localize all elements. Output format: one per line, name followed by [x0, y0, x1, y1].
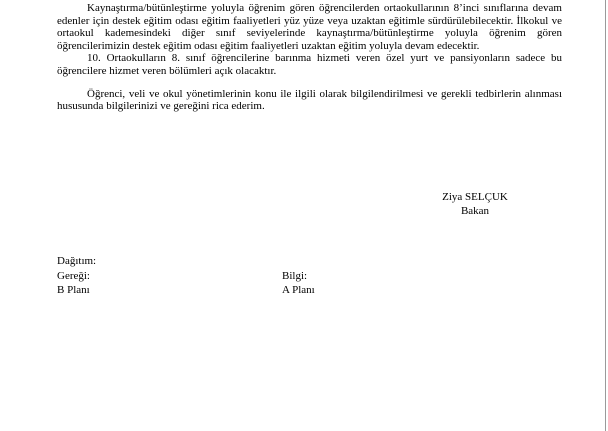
signatory-name: Ziya SELÇUK [442, 191, 508, 203]
action-label: Gereği: [57, 269, 90, 282]
paragraph-inclusive-education: Kaynaştırma/bütünleştirme yoluyla öğrenim gören öğrencilerden ortaokullarının 8’inci sınıflarına devam edenler için destek eğitim odası eğitim faaliyetleri yüz yüze veya uzaktan eğitimle sürdürülebilecektir. İlkokul ve ortaokul kademesindeki diğer sınıf seviyelerinde kaynaştırma/bütünleştirme yoluyla öğrenim gören öğrencilerimizin destek eğitim odası eğitim faaliyetleri uzaktan eğitim yoluyla devam edecektir. [57, 2, 562, 52]
paragraph-closing-request: Öğrenci, veli ve okul yönetimlerinin konu ile ilgili olarak bilgilendirilmesi ve gerekli tedbirlerin alınması hususunda bilgilerinizi ve gereğini rica ederim. [57, 87, 562, 113]
signatory-title: Bakan [460, 205, 490, 217]
distribution-heading: Dağıtım: [57, 255, 97, 267]
paragraph-dormitory: 10. Ortaokulların 8. sınıf öğrencilerine barınma hizmeti veren özel yurt ve pansiyonların sadece bu öğrencilere hizmet veren bölümleri açık olacaktır. [57, 52, 562, 77]
signature-block [430, 190, 520, 218]
action-value: B Planı [57, 284, 90, 296]
info-label: Bilgi: [282, 269, 308, 282]
info-value: A Planı [282, 284, 315, 296]
distribution-block [57, 254, 457, 298]
document-body [57, 2, 562, 113]
